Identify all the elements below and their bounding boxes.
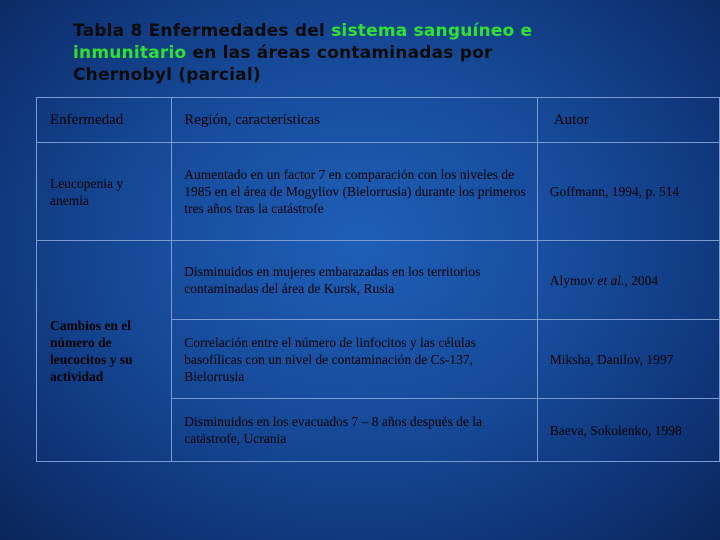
- table-row: [37, 241, 720, 320]
- cell-disease: Leucopenia y anemia: [37, 143, 172, 241]
- cell-author: Goffmann, 1994, p. 514: [537, 143, 719, 241]
- cell-region: Correlación entre el número de linfocitos y las células basofílicas con un nivel de contaminación de Cs-137, Bielorrusia: [172, 320, 537, 399]
- cell-region: Disminuidos en mujeres embarazadas en los territorios contaminadas del área de Kursk, Rusia: [172, 241, 537, 320]
- title-part-3: Chernobyl (parcial): [73, 65, 261, 85]
- header-author: [537, 98, 719, 143]
- title-part-2: en las áreas contaminadas por: [186, 43, 493, 63]
- header-disease: Enfermedad: [37, 98, 172, 143]
- cell-region: Aumentado en un factor 7 en comparación con los niveles de 1985 en el área de Mogyliov (Bielorrusia) durante los primeros tres años tras la catástrofe: [172, 143, 537, 241]
- title-part-1: Tabla 8 Enfermedades del: [73, 21, 332, 41]
- author-name: Alymov: [549, 272, 598, 288]
- cell-region: Disminuidos en los evacuados 7 – 8 años después de la catástrofe, Ucrania: [172, 399, 537, 462]
- cell-author: Baeva, Sokolenko, 1998: [537, 399, 719, 462]
- author-etal: et al.,: [597, 272, 628, 288]
- table-row: [37, 143, 720, 241]
- slide-title: [73, 20, 693, 86]
- diseases-table: [36, 97, 720, 462]
- title-highlight-2: inmunitario: [73, 43, 187, 63]
- title-highlight-1: sistema sanguíneo e: [331, 21, 533, 41]
- header-region: Región, características: [172, 98, 537, 143]
- author-year: 2004: [627, 272, 659, 288]
- cell-disease: Cambios en el número de leucocitos y su actividad: [37, 241, 172, 462]
- table-header-row: [37, 98, 720, 143]
- header-author-label: Autor: [553, 111, 589, 128]
- cell-author: [537, 241, 719, 320]
- cell-author: Miksha, Danilov, 1997: [537, 320, 719, 399]
